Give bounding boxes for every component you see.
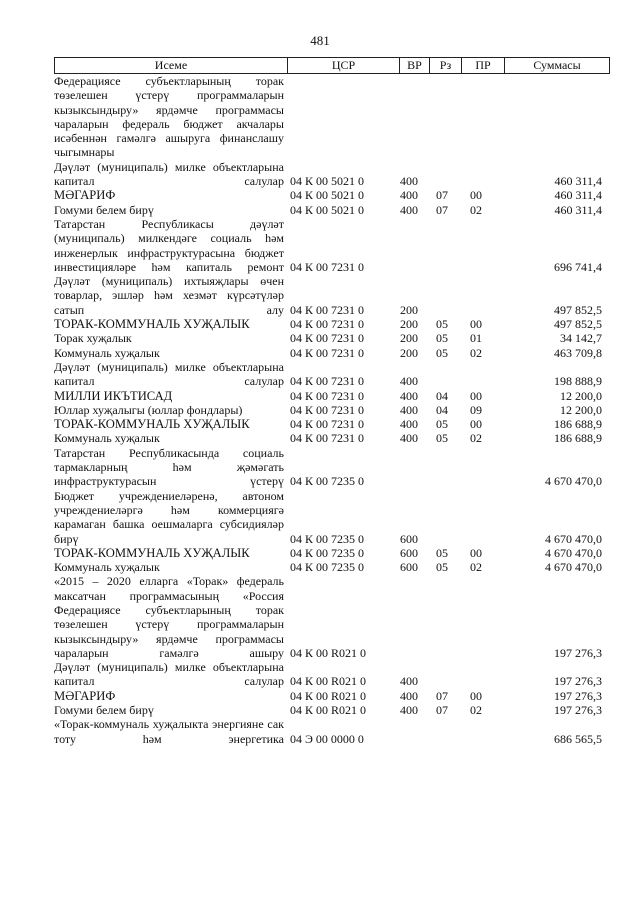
cell-pr: 00: [470, 545, 482, 560]
cell-vr: 400: [400, 674, 418, 689]
cell-pr: 00: [470, 688, 482, 703]
column-header-vr: ВР: [400, 58, 430, 73]
table-header: [54, 57, 610, 74]
cell-rz: 05: [436, 417, 448, 432]
cell-csr: 04 К 00 5021 0: [290, 188, 365, 203]
cell-sum: 186 688,9: [554, 417, 602, 432]
cell-csr: 04 К 00 R021 0: [290, 645, 367, 660]
cell-csr: 04 К 00 7235 0: [290, 560, 365, 575]
cell-vr: 200: [400, 302, 418, 317]
cell-sum: 197 276,3: [554, 703, 602, 718]
table-body: [54, 74, 610, 746]
table-row: [54, 489, 610, 546]
cell-name: Федерациясе субъектларының торак төзелешен үстерү программаларын кызыксындыру» ярдәмче программасы чараларын федераль бюджет акчалары исәбеннән гамәлгә ашыруга финанслашу чыгымнары: [54, 74, 284, 160]
cell-rz: 05: [436, 545, 448, 560]
cell-pr: 02: [470, 202, 482, 217]
cell-sum: 497 852,5: [554, 317, 602, 332]
cell-sum: 34 142,7: [560, 331, 602, 346]
cell-name: «Торак-коммуналь хуҗалыкта энергияне сак тоту һәм энергетика: [54, 717, 284, 746]
table-row: [54, 317, 610, 331]
cell-pr: 02: [470, 345, 482, 360]
cell-sum: 186 688,9: [554, 431, 602, 446]
table-row: [54, 560, 610, 574]
table-row: [54, 331, 610, 345]
cell-pr: 00: [470, 417, 482, 432]
cell-name: Коммуналь хуҗалык: [54, 345, 160, 360]
cell-vr: 400: [400, 188, 418, 203]
cell-rz: 05: [436, 317, 448, 332]
cell-sum: 197 276,3: [554, 688, 602, 703]
cell-sum: 497 852,5: [554, 302, 602, 317]
cell-pr: 02: [470, 703, 482, 718]
cell-sum: 460 311,4: [554, 174, 602, 189]
cell-csr: 04 К 00 7235 0: [290, 474, 365, 489]
cell-sum: 197 276,3: [554, 674, 602, 689]
cell-csr: 04 К 00 7235 0: [290, 531, 365, 546]
cell-name: Торак хуҗалык: [54, 331, 132, 346]
cell-sum: 463 709,8: [554, 345, 602, 360]
cell-vr: 400: [400, 431, 418, 446]
cell-vr: 400: [400, 688, 418, 703]
table-row: [54, 431, 610, 445]
cell-csr: 04 К 00 R021 0: [290, 703, 367, 718]
cell-csr: 04 К 00 7231 0: [290, 402, 365, 417]
table-row: [54, 389, 610, 403]
cell-name: Татарстан Республикасы дәүләт (муниципаль) милкендәге социаль һәм инженерлык инфраструктурасына бюджет инвестицияләре һәм капиталь ремонт: [54, 216, 284, 274]
cell-name: Гомуми белем бирү: [54, 703, 154, 718]
table-row: [54, 188, 610, 202]
cell-name: Татарстан Республикасында социаль тармакларның һәм җәмәгать инфраструктурасын үстерү: [54, 445, 284, 489]
cell-rz: 07: [436, 202, 448, 217]
cell-sum: 4 670 470,0: [545, 560, 602, 575]
cell-name: Бюджет учреждениеләренә, автоном учреждениеләргә һәм коммерциягә карамаган башка оешмаларга субсидияләр бирү: [54, 488, 284, 546]
cell-vr: 200: [400, 317, 418, 332]
cell-pr: 00: [470, 317, 482, 332]
table-row: [54, 74, 610, 160]
cell-csr: 04 К 00 R021 0: [290, 688, 367, 703]
cell-pr: 01: [470, 331, 482, 346]
cell-vr: 400: [400, 703, 418, 718]
table-row: [54, 703, 610, 717]
column-header-name: Исеме: [55, 58, 288, 73]
cell-sum: 4 670 470,0: [545, 531, 602, 546]
cell-rz: 07: [436, 703, 448, 718]
cell-pr: 00: [470, 188, 482, 203]
cell-name: Дәүләт (муниципаль) милке объектларына капитал салулар: [54, 159, 284, 189]
cell-csr: 04 К 00 7231 0: [290, 431, 365, 446]
cell-csr: 04 К 00 7231 0: [290, 374, 365, 389]
table-row: [54, 274, 610, 317]
cell-csr: 04 К 00 7231 0: [290, 259, 365, 274]
cell-csr: 04 Э 00 0000 0: [290, 731, 364, 746]
cell-csr: 04 К 00 7231 0: [290, 388, 365, 403]
cell-sum: 12 200,0: [560, 388, 602, 403]
cell-name: Дәүләт (муниципаль) ихтыяҗлары өчен товарлар, эшләр һәм хезмәт күрсәтүләр сатып алу: [54, 274, 284, 317]
column-header-sum: Суммасы: [533, 58, 581, 72]
column-header-pr: ПР: [462, 58, 505, 73]
table-row: [54, 446, 610, 489]
cell-csr: 04 К 00 7235 0: [290, 545, 365, 560]
cell-csr: 04 К 00 7231 0: [290, 417, 365, 432]
table-row: [54, 717, 610, 746]
cell-vr: 400: [400, 402, 418, 417]
cell-name: МӘГАРИФ: [54, 688, 116, 703]
cell-name: ТОРАК-КОММУНАЛЬ ХУҖАЛЫК: [54, 417, 250, 432]
cell-name: ТОРАК-КОММУНАЛЬ ХУҖАЛЫК: [54, 545, 250, 560]
cell-csr: 04 К 00 5021 0: [290, 174, 365, 189]
cell-pr: 09: [470, 402, 482, 417]
cell-name: «2015 – 2020 елларга «Торак» федераль максатчан программасының «Россия Федерациясе субъектларының торак төзелешен үстерү программаларын кызыксындыру» ярдәмче программасы чараларын гамәлгә ашыру: [54, 574, 284, 660]
cell-name: Гомуми белем бирү: [54, 202, 154, 217]
cell-sum: 460 311,4: [554, 188, 602, 203]
table-row: [54, 403, 610, 417]
table-row: [54, 217, 610, 274]
cell-sum: 197 276,3: [554, 645, 602, 660]
cell-csr: 04 К 00 5021 0: [290, 202, 365, 217]
cell-vr: 600: [400, 531, 418, 546]
cell-rz: 05: [436, 331, 448, 346]
cell-rz: 07: [436, 188, 448, 203]
cell-vr: 400: [400, 388, 418, 403]
cell-csr: 04 К 00 R021 0: [290, 674, 367, 689]
cell-sum: 12 200,0: [560, 402, 602, 417]
cell-sum: 696 741,4: [554, 259, 602, 274]
page-number: 481: [310, 33, 330, 48]
cell-name: МӘГАРИФ: [54, 188, 116, 203]
cell-vr: 600: [400, 545, 418, 560]
cell-rz: 05: [436, 345, 448, 360]
table-row: [54, 689, 610, 703]
table-row: [54, 160, 610, 189]
cell-vr: 400: [400, 417, 418, 432]
cell-name: Дәүләт (муниципаль) милке объектларына капитал салулар: [54, 660, 284, 689]
table-row: [54, 203, 610, 217]
cell-name: ТОРАК-КОММУНАЛЬ ХУҖАЛЫК: [54, 317, 250, 332]
cell-vr: 600: [400, 560, 418, 575]
cell-name: Дәүләт (муниципаль) милке объектларына капитал салулар: [54, 359, 284, 389]
cell-pr: 00: [470, 388, 482, 403]
cell-pr: 02: [470, 560, 482, 575]
cell-rz: 04: [436, 402, 448, 417]
cell-csr: 04 К 00 7231 0: [290, 317, 365, 332]
cell-vr: 400: [400, 374, 418, 389]
cell-name: МИЛЛИ ИКЪТИСАД: [54, 388, 173, 403]
cell-name: Коммуналь хуҗалык: [54, 431, 160, 446]
cell-name: Юллар хуҗалыгы (юллар фондлары): [54, 402, 243, 417]
table-row: [54, 574, 610, 660]
cell-vr: 200: [400, 331, 418, 346]
table-row: [54, 360, 610, 389]
table-row: [54, 546, 610, 560]
column-header-rz: Рз: [430, 58, 462, 73]
cell-rz: 05: [436, 560, 448, 575]
cell-vr: 400: [400, 202, 418, 217]
column-header-csr: ЦСР: [288, 58, 400, 73]
cell-rz: 04: [436, 388, 448, 403]
cell-rz: 07: [436, 688, 448, 703]
cell-pr: 02: [470, 431, 482, 446]
cell-rz: 05: [436, 431, 448, 446]
cell-name: Коммуналь хуҗалык: [54, 560, 160, 575]
cell-csr: 04 К 00 7231 0: [290, 345, 365, 360]
cell-csr: 04 К 00 7231 0: [290, 302, 365, 317]
table-row: [54, 346, 610, 360]
cell-vr: 200: [400, 345, 418, 360]
cell-csr: 04 К 00 7231 0: [290, 331, 365, 346]
table-row: [54, 417, 610, 431]
table-row: [54, 660, 610, 689]
cell-sum: 4 670 470,0: [545, 545, 602, 560]
cell-sum: 198 888,9: [554, 374, 602, 389]
cell-vr: 400: [400, 174, 418, 189]
cell-sum: 460 311,4: [554, 202, 602, 217]
cell-sum: 4 670 470,0: [545, 474, 602, 489]
cell-sum: 686 565,5: [554, 731, 602, 746]
